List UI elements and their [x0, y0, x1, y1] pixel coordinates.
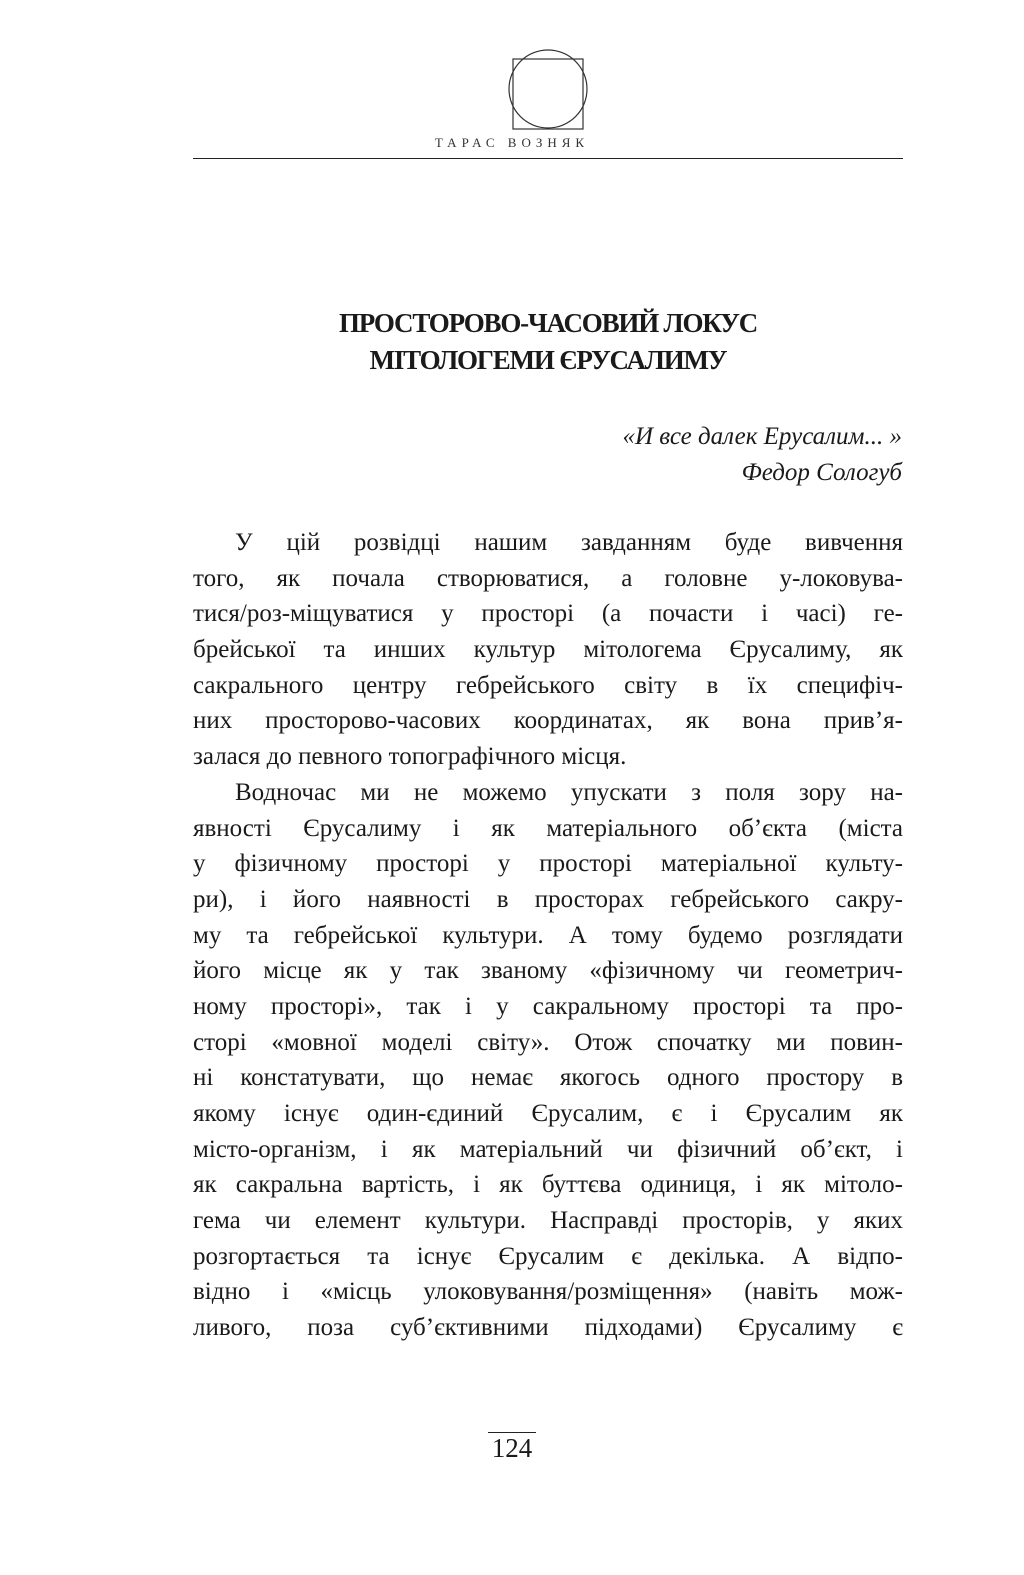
text-line: розгортається та існує Єрусалим є декілька. А відпо-	[193, 1242, 903, 1270]
text-line: залася до певного топографічного місця.	[193, 743, 627, 771]
text-line: явності Єрусалиму і як матеріального об’єкта (міста	[193, 814, 903, 842]
epigraph	[623, 419, 903, 491]
text-line: гема чи елемент культури. Насправді просторів, у яких	[193, 1207, 903, 1235]
text-line: Водночас ми не можемо упускати з поля зору на-	[235, 778, 903, 806]
paragraph-2	[193, 775, 903, 1346]
chapter-title-line-2: МІТОЛОГЕМИ ЄРУСАЛИМУ	[369, 345, 727, 375]
text-line: му та гебрейської культури. А тому будемо розглядати	[193, 921, 903, 949]
circle-square-emblem-icon	[507, 47, 589, 131]
text-line: у фізичному просторі у просторі матеріальної культу-	[193, 850, 903, 878]
text-line: ливого, поза суб’єктивними підходами) Єрусалиму є	[193, 1314, 903, 1342]
text-line: ному просторі», так і у сакральному просторі та про-	[193, 992, 903, 1020]
text-line: відно і «місць улоковування/розміщення» (навіть мож-	[193, 1278, 903, 1306]
text-line: якому існує один-єдиний Єрусалим, є і Єрусалим як	[193, 1100, 903, 1127]
text-line: брейської та инших культур мітологема Єрусалиму, як	[193, 636, 903, 664]
text-line: У цій розвідці нашим завданням буде вивчення	[235, 529, 903, 556]
text-line: сакрального центру гебрейського світу в їх специфіч-	[193, 671, 903, 699]
text-line: них просторово-часових координатах, як вона прив’я-	[193, 707, 903, 735]
text-line: як сакральна вартість, і як буттєва одиниця, і як мітоло-	[193, 1171, 903, 1199]
body-text	[193, 525, 903, 1346]
text-line: його місце як у так званому «фізичному чи геометрич-	[193, 957, 903, 985]
text-line: ри), і його наявності в просторах гебрейського сакру-	[193, 885, 903, 913]
chapter-title-line-1: ПРОСТОРОВО-ЧАСОВИЙ ЛОКУС	[338, 308, 758, 338]
text-line: того, як почала створюватися, а головне у-локовува-	[193, 564, 903, 592]
header-rule	[193, 158, 903, 159]
text-line: ні констатувати, що немає якогось одного простору в	[193, 1064, 903, 1092]
text-line: тися/роз-міщуватися у просторі (а почасти і часі) ге-	[193, 600, 903, 628]
epigraph-quote: «И все далек Ерусалим... »	[622, 423, 902, 450]
paragraph-1	[193, 525, 903, 775]
text-line: сторі «мовної моделі світу». Отож спочатку ми повин-	[193, 1028, 903, 1056]
text-line: місто-організм, і як матеріальний чи фізичний об’єкт, і	[193, 1135, 903, 1163]
epigraph-author: Федор Сологуб	[741, 459, 902, 486]
page-number	[0, 1433, 1024, 1464]
chapter-title	[193, 305, 903, 379]
page-number-value: 124	[488, 1432, 537, 1463]
running-head: ТАРАС ВОЗНЯК	[434, 135, 590, 150]
